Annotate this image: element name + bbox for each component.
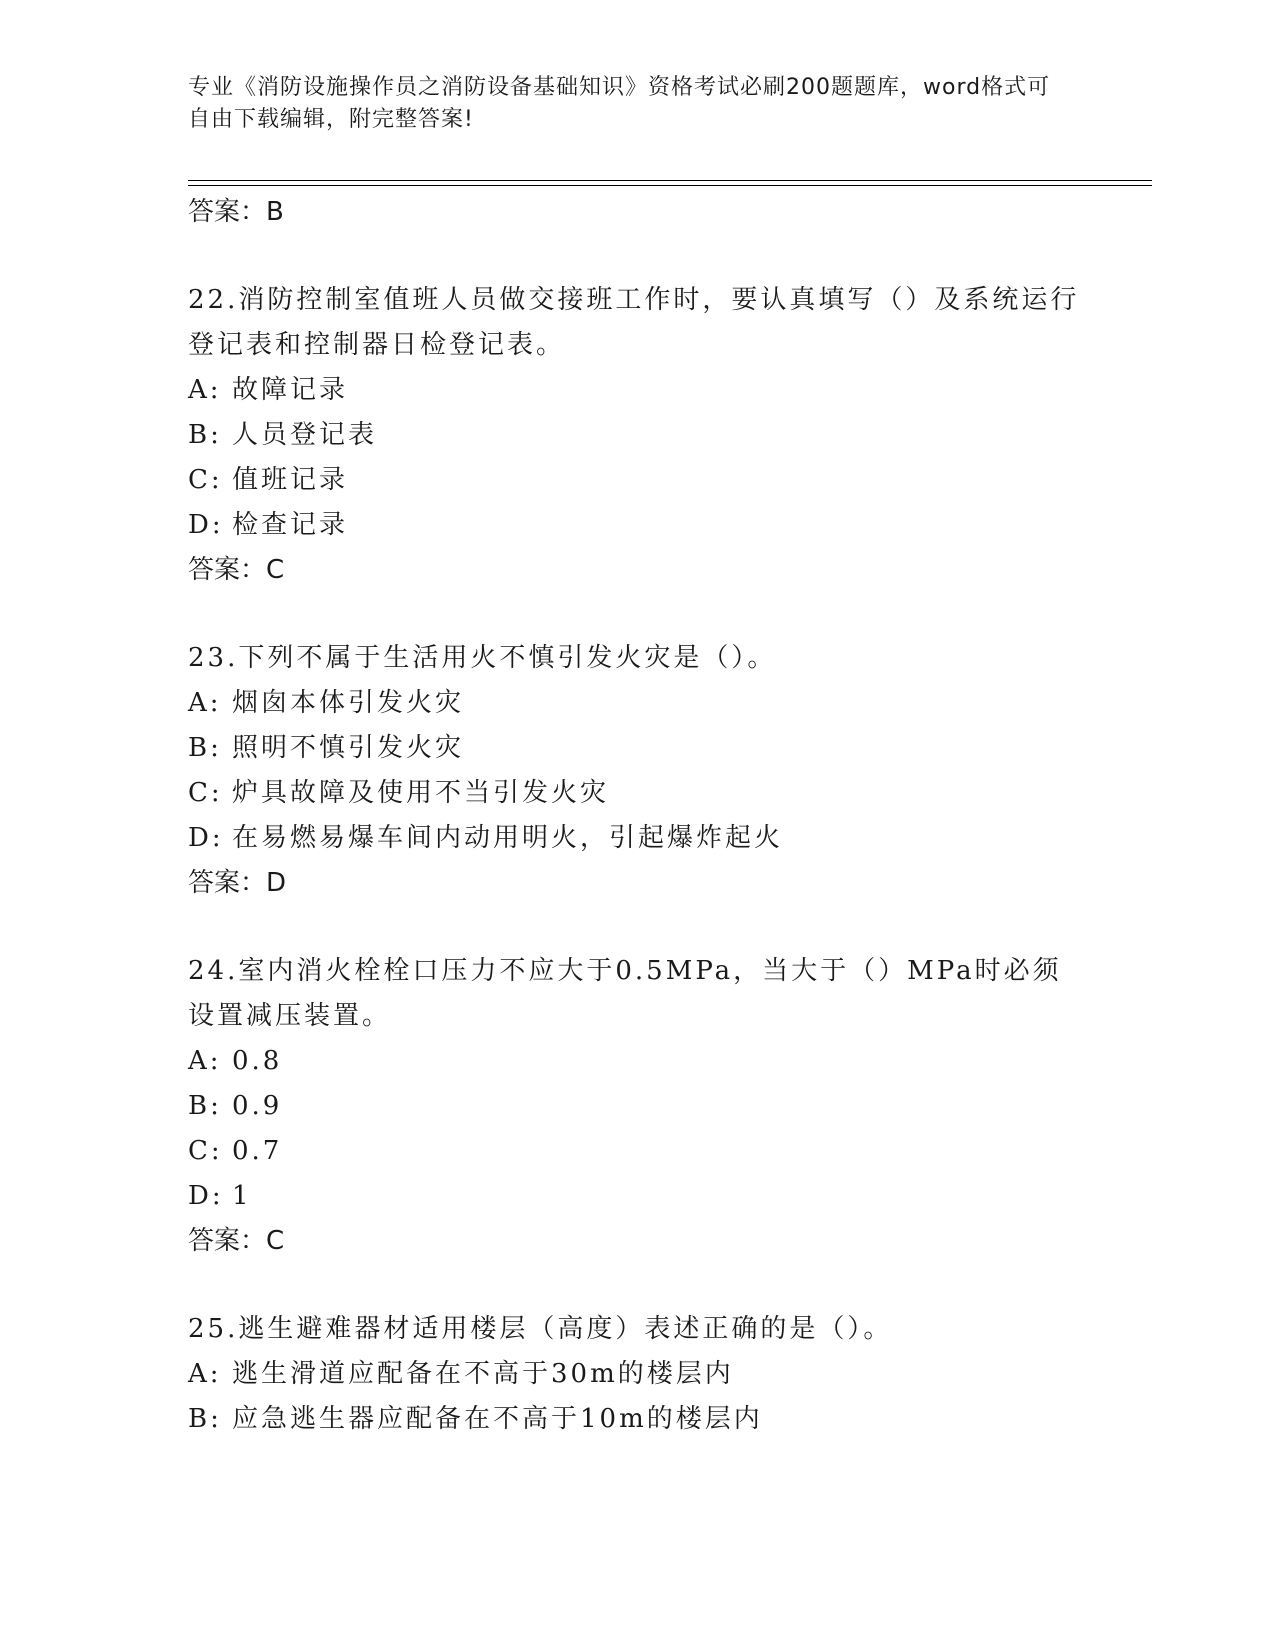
option-c [188,1129,1088,1174]
question-24 [188,949,1088,1263]
option-text: 逃生滑道应配备在不高于30m的楼层内 [232,1359,734,1389]
option-a [188,681,1088,726]
option-label: C: [188,1136,223,1166]
option-text: 人员登记表 [232,420,378,450]
option-label: A: [188,375,222,405]
option-text: 1 [232,1181,252,1211]
option-b [188,413,1088,458]
option-label: D: [188,823,224,853]
question-stem: 24.室内消火栓栓口压力不应大于0.5MPa，当大于（）MPa时必须设置减压装置。 [188,956,1062,1031]
option-text: 值班记录 [232,465,349,495]
option-c [188,771,1088,816]
option-label: B: [188,733,222,763]
option-c [188,458,1088,503]
answer-line: 答案：C [188,555,285,585]
option-d [188,816,1088,861]
option-text: 炉具故障及使用不当引发火灾 [232,778,610,808]
option-d [188,1174,1088,1219]
answer-line: 答案：C [188,1226,285,1256]
option-a [188,368,1088,413]
option-b [188,1084,1088,1129]
question-23 [188,636,1088,905]
question-stem: 22.消防控制室值班人员做交接班工作时，要认真填写（）及系统运行登记表和控制器日检登记表。 [188,285,1080,360]
option-text: 应急逃生器应配备在不高于10m的楼层内 [232,1404,763,1434]
option-label: C: [188,778,223,808]
option-label: A: [188,1046,222,1076]
option-label: A: [188,688,222,718]
option-text: 烟囱本体引发火灾 [232,688,465,718]
question-22 [188,278,1088,592]
question-stem: 25.逃生避难器材适用楼层（高度）表述正确的是（）。 [188,1314,893,1344]
option-label: C: [188,465,223,495]
header-rule-bottom [188,185,1152,186]
option-text: 0.7 [232,1136,283,1166]
option-label: A: [188,1359,222,1389]
option-text: 在易燃易爆车间内动用明火，引起爆炸起火 [232,823,784,853]
option-text: 故障记录 [232,375,349,405]
option-d [188,503,1088,548]
option-text: 照明不慎引发火灾 [232,733,465,763]
option-text: 检查记录 [232,510,349,540]
option-label: D: [188,1181,224,1211]
option-label: B: [188,420,222,450]
answer-line: 答案：B [188,197,284,227]
question-stem: 23.下列不属于生活用火不慎引发火灾是（）。 [188,643,777,673]
option-text: 0.8 [232,1046,283,1076]
option-a [188,1352,1088,1397]
option-label: B: [188,1091,222,1121]
header-rule-top [188,180,1152,181]
option-text: 0.9 [232,1091,283,1121]
option-label: B: [188,1404,222,1434]
document-header: 专业《消防设施操作员之消防设备基础知识》资格考试必刷200题题库，word格式可自由下载编辑，附完整答案! [188,75,1051,132]
option-label: D: [188,510,224,540]
option-a [188,1039,1088,1084]
option-b [188,726,1088,771]
option-b [188,1397,1088,1442]
question-list [188,190,1088,1442]
question-25 [188,1307,1088,1442]
answer-line: 答案：D [188,868,287,898]
